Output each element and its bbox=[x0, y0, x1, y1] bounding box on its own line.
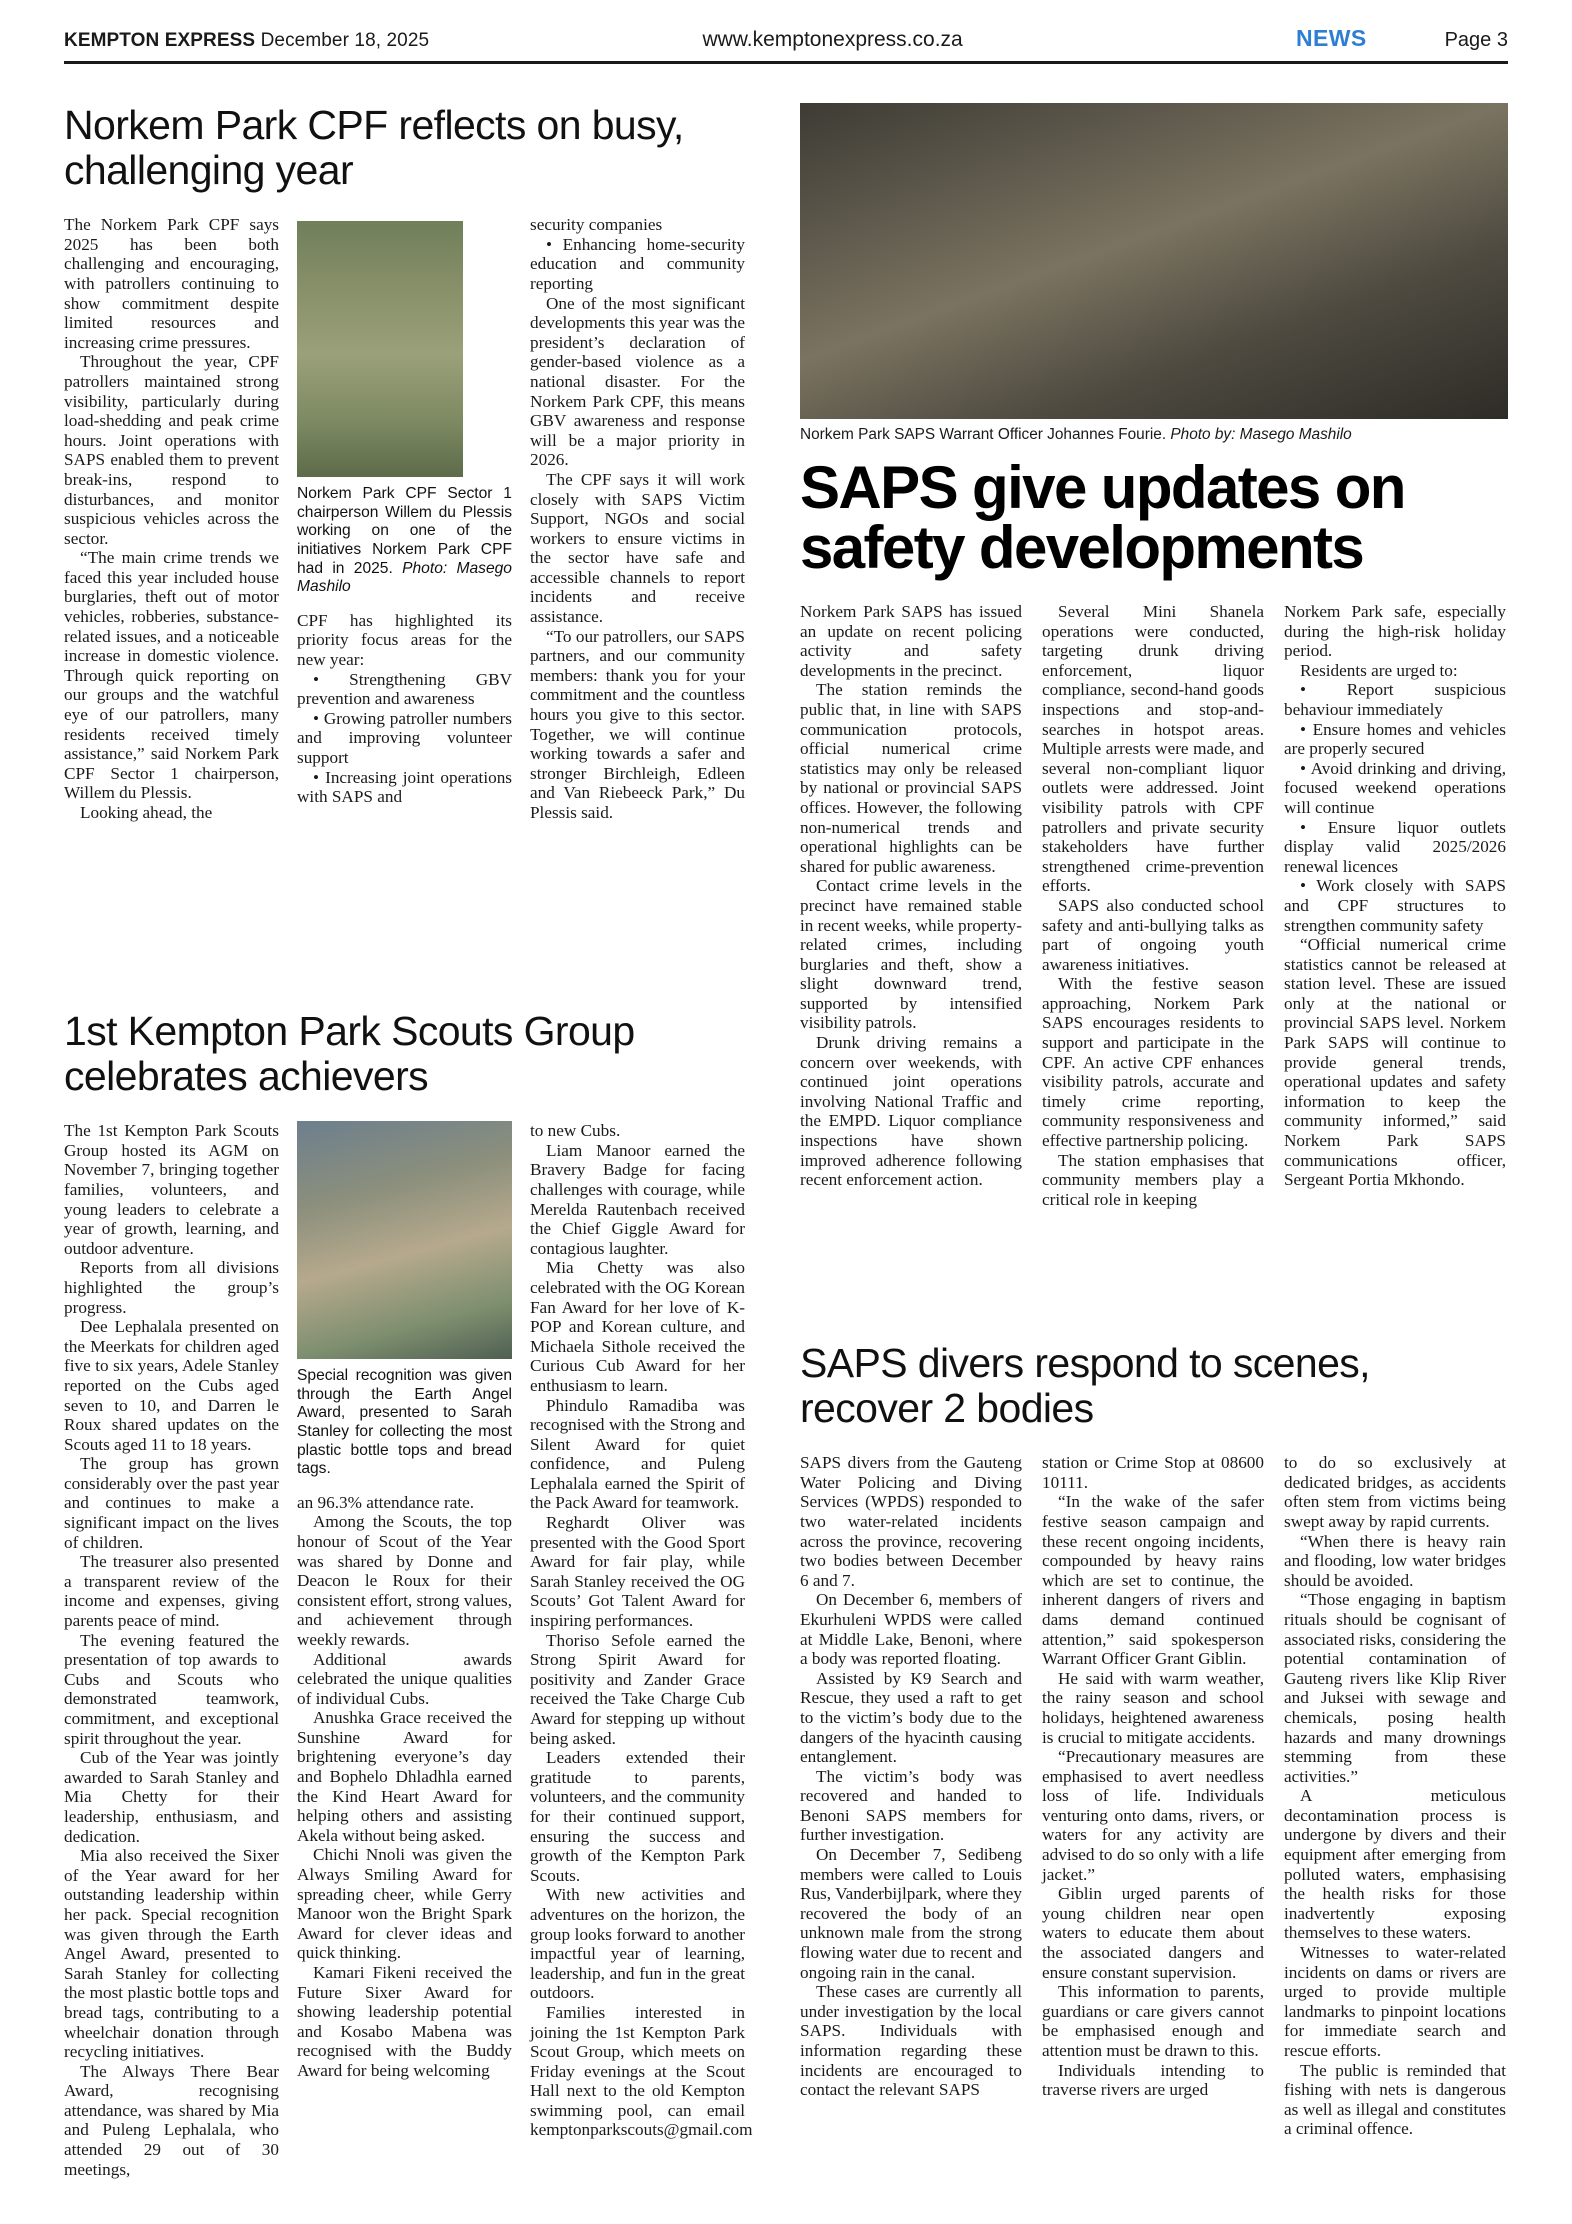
article-cpf-column-3 bbox=[530, 215, 745, 822]
paragraph: The public is reminded that fishing with nets is dangerous as well as illegal and constitutes a criminal offence. bbox=[1284, 2060, 1506, 2139]
page-number: Page 3 bbox=[1444, 29, 1508, 51]
paragraph: A meticulous decontamination process is undergone by divers and their equipment after emerging from polluted waters, emphasising the health risks for those inadvertently exposing themselves to these waters. bbox=[1284, 1786, 1506, 1943]
column-spacer bbox=[297, 597, 512, 611]
paragraph: security companies bbox=[530, 215, 663, 235]
paragraph: SAPS divers from the Gauteng Water Policing and Diving Services (WPDS) responded to two water-related incidents across the province, recovering two bodies between December 6 and 7. bbox=[800, 1453, 1022, 1590]
paragraph: Cub of the Year was jointly awarded to Sarah Stanley and Mia Chetty for their leadership, enthusiasm, and dedication. bbox=[64, 1748, 279, 1846]
paragraph: Witnesses to water-related incidents on dams or rivers are urged to provide multiple landmarks to pinpoint locations for immediate search and rescue efforts. bbox=[1284, 1943, 1506, 2060]
section-label: NEWS bbox=[1295, 25, 1367, 51]
masthead-rule bbox=[64, 61, 1508, 64]
paragraph: The group has grown considerably over the past year and continues to make a significant impact on the lives of children. bbox=[64, 1454, 279, 1552]
paragraph: an 96.3% attendance rate. bbox=[297, 1492, 475, 1512]
paragraph: The treasurer also presented a transparent review of the income and expenses, giving parents peace of mind. bbox=[64, 1552, 279, 1631]
paragraph: Mia also received the Sixer of the Year award for her outstanding leadership within her pack. Special recognition was given through the Earth Angel Award, presented to Sarah Stanley for collecting the most plastic bottle tops and bread tags, contributing to a wheelchair donation through recycling initiatives. bbox=[64, 1846, 279, 2062]
paragraph: The evening featured the presentation of top awards to Cubs and Scouts who demonstrated teamwork, commitment, and exceptional spirit throughout the year. bbox=[64, 1630, 279, 1748]
article-cpf-columns bbox=[64, 215, 770, 822]
article-cpf-column-1 bbox=[64, 215, 279, 822]
paragraph: This information to parents, guardians or care givers cannot be emphasised enough and attention must be drawn to this. bbox=[1042, 1982, 1264, 2060]
article-scouts-column-1 bbox=[64, 1121, 279, 2179]
paragraph: • Work closely with SAPS and CPF structures to strengthen community safety bbox=[1284, 876, 1506, 935]
paragraph: • Ensure homes and vehicles are properly secured bbox=[1284, 719, 1506, 759]
paragraph: Phindulo Ramadiba was recognised with the Strong and Silent Award for quiet confidence, and Puleng Lephalala earned the Spirit of the Pack Award for teamwork. bbox=[530, 1395, 745, 1513]
article-saps-headline: SAPS give updates on safety developments bbox=[800, 454, 1405, 581]
paragraph: • Avoid drinking and driving, focused weekend operations will continue bbox=[1284, 758, 1506, 817]
paragraph: • Strengthening GBV prevention and awareness bbox=[297, 669, 512, 709]
paragraph: With the festive season approaching, Norkem Park SAPS encourages residents to support and participate in the CPF. An active CPF enhances visibility patrols, accurate and timely crime reporting, community responsiveness and effective partnership policing. bbox=[1042, 974, 1264, 1151]
article-scouts-column-2-text bbox=[297, 1493, 512, 2081]
paragraph: “Precautionary measures are emphasised to avert needless loss of life. Individuals venturing onto dams, rivers, or waters for any activity are advised to do so only with a life jacket.” bbox=[1042, 1747, 1264, 1884]
article-scouts bbox=[64, 1009, 770, 2179]
article-cpf-column-2 bbox=[297, 215, 512, 822]
caption-credit: Photo: Masego Mashilo bbox=[297, 559, 512, 596]
paragraph: Drunk driving remains a concern over weekends, with continued joint operations involving National Traffic and the EMPD. Liquor compliance inspections have shown improved adherence following recent enforcement action. bbox=[800, 1033, 1022, 1190]
paragraph: SAPS also conducted school safety and anti-bullying talks as part of ongoing youth awareness initiatives. bbox=[1042, 895, 1264, 974]
paragraph: Contact crime levels in the precinct have remained stable in recent weeks, while property-related crimes, including burglaries and theft, show a slight downward trend, supported by intensified visibility patrols. bbox=[800, 876, 1022, 1033]
paragraph: Reghardt Oliver was presented with the Good Sport Award for fair play, while Sarah Stanley received the OG Scouts’ Got Talent Award for inspiring performances. bbox=[530, 1513, 745, 1631]
article-cpf-headline: Norkem Park CPF reflects on busy, challenging year bbox=[64, 102, 684, 194]
paragraph: Thoriso Sefole earned the Strong Spirit Award for positivity and Zander Grace received the Take Charge Cub Award for stepping up without being asked. bbox=[530, 1630, 745, 1748]
paragraph: Leaders extended their gratitude to parents, volunteers, and the community for their continued support, ensuring the success and growth of the Kempton Park Scouts. bbox=[530, 1748, 745, 1885]
article-cpf-column-2-text bbox=[297, 611, 512, 807]
paragraph: Additional awards celebrated the unique qualities of individual Cubs. bbox=[297, 1649, 512, 1708]
paragraph: Among the Scouts, the top honour of Scout of the Year was shared by Donne and Deacon le Roux for their consistent effort, strong values, and achievement through weekly rewards. bbox=[297, 1512, 512, 1649]
publication-date: December 18, 2025 bbox=[255, 30, 430, 51]
paragraph: “Official numerical crime statistics cannot be released at station level. These are issued only at the national or provincial SAPS level. Norkem Park SAPS will continue to provide general trends, operational updates and safety information to keep the community informed,” said Norkem Park SAPS communications officer, Sergeant Portia Mkhondo. bbox=[1284, 935, 1506, 1190]
paragraph: Dee Lephalala presented on the Meerkats for children aged five to six years, Adele Stanley reported on the Cubs aged seven to 10, and Darren le Roux shared updates on the Scouts aged 11 to 18 years. bbox=[64, 1317, 279, 1454]
paragraph: to new Cubs. bbox=[530, 1121, 621, 1141]
article-scouts-column-2 bbox=[297, 1121, 512, 2179]
paragraph: • Enhancing home-security education and community reporting bbox=[530, 234, 745, 293]
article-divers-column-3 bbox=[1284, 1453, 1506, 2139]
masthead-left bbox=[64, 30, 429, 52]
paragraph: Reports from all divisions highlighted the group’s progress. bbox=[64, 1258, 279, 1317]
masthead-website[interactable]: www.kemptonexpress.co.za bbox=[702, 28, 963, 51]
paragraph: Giblin urged parents of young children near open waters to educate them about the associated dangers and ensure constant supervision. bbox=[1042, 1884, 1264, 1982]
paragraph: These cases are currently all under investigation by the local SAPS. Individuals with information regarding these incidents are encouraged to contact the relevant SAPS bbox=[800, 1982, 1022, 2100]
article-saps-columns bbox=[800, 602, 1508, 1209]
paragraph: With new activities and adventures on the horizon, the group looks forward to another impactful year of learning, leadership, and fun in the great outdoors. bbox=[530, 1885, 745, 2003]
article-saps-photo bbox=[800, 103, 1508, 419]
article-saps-photo-caption bbox=[800, 426, 1508, 444]
paragraph: “In the wake of the safer festive season campaign and these recent ongoing incidents, compounded by heavy rains which are set to continue, the inherent dangers of rivers and dams demand continued attention,” said spokesperson Warrant Officer Grant Giblin. bbox=[1042, 1492, 1264, 1669]
paragraph: • Report suspicious behaviour immediately bbox=[1284, 680, 1506, 719]
article-saps bbox=[800, 103, 1508, 1209]
paragraph: The station reminds the public that, in line with SAPS communication protocols, official numerical crime statistics may only be released by national or provincial SAPS offices. However, the following non-numerical trends and operational highlights can be shared for public awareness. bbox=[800, 680, 1022, 876]
article-cpf-photo-caption bbox=[297, 485, 512, 597]
paragraph: Mia Chetty was also celebrated with the OG Korean Fan Award for her love of K-POP and Korean culture, and Michaela Sithole received the Curious Cub Award for her enthusiasm to learn. bbox=[530, 1258, 745, 1395]
paragraph: Looking ahead, the bbox=[80, 803, 213, 822]
paragraph: “To our patrollers, our SAPS partners, and our community members: thank you for your commitment and the countless hours you give to this sector. Together, we will continue working towards a safer and stronger Birchleigh, Edleen and Van Riebeeck Park,” Du Plessis said. bbox=[530, 626, 745, 822]
article-scouts-columns bbox=[64, 1121, 770, 2179]
article-saps-column-1 bbox=[800, 602, 1022, 1209]
paragraph: to do so exclusively at dedicated bridges, as accidents often stem from victims being swept away by rapid currents. bbox=[1284, 1453, 1506, 1531]
paragraph: • Increasing joint operations with SAPS and bbox=[297, 767, 512, 807]
article-cpf-photo bbox=[297, 221, 463, 477]
paragraph: Norkem Park safe, especially during the high-risk holiday period. bbox=[1284, 602, 1506, 661]
article-saps-column-3 bbox=[1284, 602, 1506, 1209]
article-scouts-column-3 bbox=[530, 1121, 753, 2179]
article-divers-columns bbox=[800, 1453, 1508, 2139]
article-divers-column-2 bbox=[1042, 1453, 1264, 2139]
paragraph: The 1st Kempton Park Scouts Group hosted its AGM on November 7, bringing together families, volunteers, and young leaders to celebrate a year of growth, learning, and outdoor adventure. bbox=[64, 1121, 279, 1258]
masthead-right bbox=[1296, 25, 1508, 52]
article-scouts-photo bbox=[297, 1121, 512, 1359]
paragraph: Families interested in joining the 1st Kempton Park Scout Group, which meets on Friday evenings at the Scout Hall next to the old Kempton swimming pool, can email kemptonparkscouts@gmail.com bbox=[530, 2002, 753, 2140]
paragraph: Norkem Park SAPS has issued an update on recent policing activity and safety developments in the precinct. bbox=[800, 602, 1022, 680]
paragraph: The Always There Bear Award, recognising attendance, was shared by Mia and Puleng Lephalala, who attended 29 out of 30 meetings, bbox=[64, 2061, 279, 2179]
paragraph: On December 6, members of Ekurhuleni WPDS were called at Middle Lake, Benoni, where a body was reported floating. bbox=[800, 1590, 1022, 1669]
article-scouts-photo-caption: Special recognition was given through the Earth Angel Award, presented to Sarah Stanley for collecting the most plastic bottle tops and bread tags. bbox=[297, 1367, 512, 1478]
paragraph: The Norkem Park CPF says 2025 has been both challenging and encouraging, with patrollers continuing to show commitment despite limited resources and increasing crime pressures. bbox=[64, 215, 279, 352]
paragraph: Individuals intending to traverse rivers are urged bbox=[1042, 2060, 1264, 2100]
paragraph: Anushka Grace received the Sunshine Award for brightening everyone’s day and Bophelo Dhladhla earned the Kind Heart Award for helping others and assisting Akela without being asked. bbox=[297, 1708, 512, 1845]
paragraph: Throughout the year, CPF patrollers maintained strong visibility, particularly during load-shedding and peak crime hours. Joint operations with SAPS enabled them to prevent break-ins, respond to disturbances, and monitor suspicious vehicles across the sector. bbox=[64, 352, 279, 548]
page-masthead bbox=[64, 0, 1508, 52]
paragraph: He said with warm weather, the rainy season and school holidays, heightened awareness is crucial to mitigate accidents. bbox=[1042, 1668, 1264, 1747]
paragraph: Assisted by K9 Search and Rescue, they used a raft to get to the victim’s body due to the dangers of the hyacinth causing entanglement. bbox=[800, 1668, 1022, 1767]
paragraph: Chichi Nnoli was given the Always Smiling Award for spreading cheer, while Gerry Manoor won the Bright Spark Award for clever ideas and quick thinking. bbox=[297, 1845, 512, 1963]
paragraph: station or Crime Stop at 08600 10111. bbox=[1042, 1453, 1264, 1492]
paragraph: “The main crime trends we faced this year included house burglaries, theft out of motor vehicles, robberies, substance-related issues, and a noticeable increase in domestic violence. Through quick reporting on our groups and the watchful eye of our patrollers, many residents received timely assistance,” said Norkem Park CPF Sector 1 chairperson, Willem du Plessis. bbox=[64, 548, 279, 803]
paragraph: “When there is heavy rain and flooding, low water bridges should be avoided. bbox=[1284, 1531, 1506, 1590]
paragraph: Kamari Fikeni received the Future Sixer Award for showing leadership potential and Kosabo Mabena was recognised with the Buddy Award for being welcoming bbox=[297, 1963, 512, 2080]
column-spacer bbox=[297, 1479, 512, 1493]
paragraph: The CPF says it will work closely with SAPS Victim Support, NGOs and social workers to ensure victims in the sector have safe and accessible channels to report incidents and receive assistance. bbox=[530, 469, 745, 627]
paragraph: On December 7, Sedibeng members were called to Louis Rus, Vanderbijlpark, where they recovered the body of an unknown male from the strong flowing water due to recent and ongoing rain in the canal. bbox=[800, 1845, 1022, 1982]
article-scouts-headline: 1st Kempton Park Scouts Group celebrates achievers bbox=[64, 1008, 635, 1100]
caption-credit: Photo by: Masego Mashilo bbox=[1170, 426, 1352, 443]
article-saps-column-2 bbox=[1042, 602, 1264, 1209]
caption-text: Norkem Park SAPS Warrant Officer Johannes Fourie. bbox=[800, 426, 1171, 443]
paragraph: The victim’s body was recovered and handed to Benoni SAPS members for further investigation. bbox=[800, 1766, 1022, 1845]
article-divers bbox=[800, 1341, 1508, 2139]
paragraph: Several Mini Shanela operations were conducted, targeting drunk driving enforcement, liquor compliance, second-hand goods inspections and stop-and-searches in hotspot areas. Multiple arrests were made, and several non-compliant liquor outlets were addressed. Joint visibility patrols with CPF patrollers and private security stakeholders have further strengthened crime-prevention efforts. bbox=[1042, 602, 1264, 896]
paragraph: Liam Manoor earned the Bravery Badge for facing challenges with courage, while Merelda Rautenbach received the Chief Giggle Award for contagious laughter. bbox=[530, 1140, 745, 1258]
article-divers-column-1 bbox=[800, 1453, 1022, 2139]
paragraph: Residents are urged to: bbox=[1300, 660, 1458, 680]
paragraph: • Ensure liquor outlets display valid 2025/2026 renewal licences bbox=[1284, 817, 1506, 876]
paragraph: The station emphasises that community members play a critical role in keeping bbox=[1042, 1150, 1264, 1209]
publication-name: KEMPTON EXPRESS bbox=[64, 30, 256, 51]
paragraph: • Growing patroller numbers and improving volunteer support bbox=[297, 708, 512, 767]
article-divers-headline: SAPS divers respond to scenes, recover 2 bodies bbox=[800, 1340, 1370, 1432]
paragraph: One of the most significant developments this year was the president’s declaration of gender-based violence as a national disaster. For the Norkem Park CPF, this means GBV awareness and response will be a major priority in 2026. bbox=[530, 293, 745, 470]
paragraph: “Those engaging in baptism rituals should be cognisant of associated risks, considering the potential contamination of Gauteng rivers like Klip River and Juksei with sewage and chemicals, posing health hazards and many drownings stemming from these activities.” bbox=[1284, 1590, 1506, 1786]
paragraph: CPF has highlighted its priority focus areas for the new year: bbox=[297, 610, 512, 669]
article-cpf bbox=[64, 103, 770, 823]
caption-text: Norkem Park CPF Sector 1 chairperson Willem du Plessis working on one of the initiatives Norkem Park CPF had in 2025. bbox=[297, 485, 512, 577]
